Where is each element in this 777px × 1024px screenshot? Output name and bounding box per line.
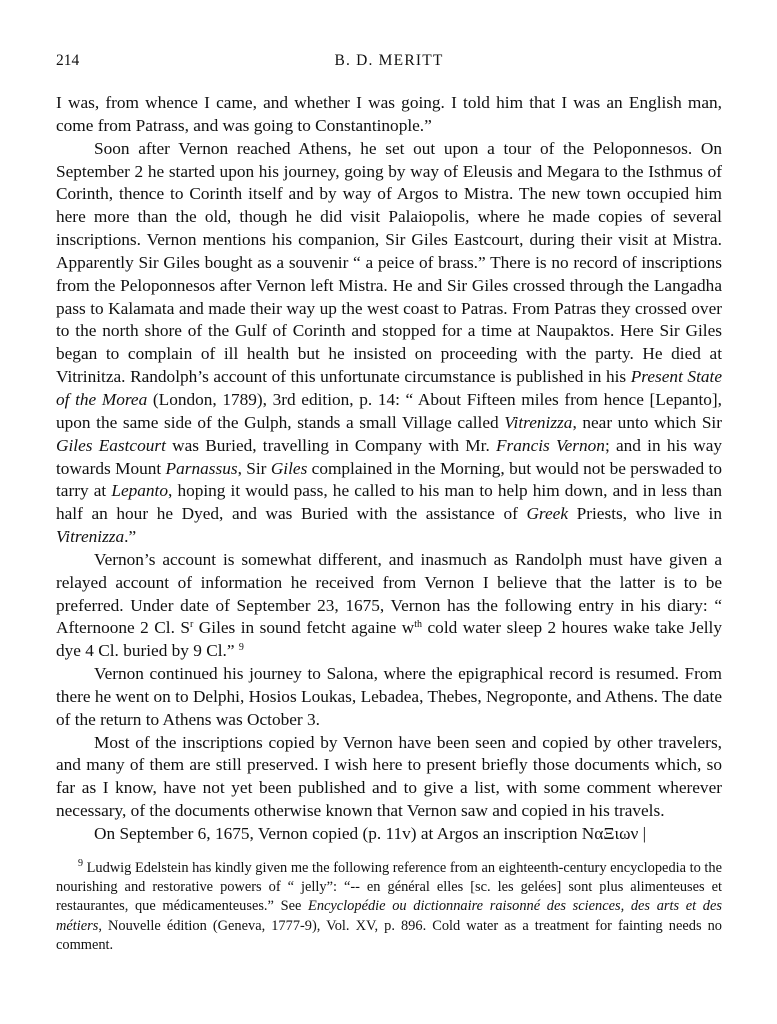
text-run: was Buried, travelling in Company with Mr. xyxy=(165,435,496,455)
person-name: Giles xyxy=(270,458,308,478)
person-name: Giles Eastcourt xyxy=(56,435,166,455)
text-run: , hoping it would pass, he called to his man to help him down, and in less than half an hour he Dyed, and was Buried with the assistance of xyxy=(56,481,723,524)
place-name: Vitrenizza xyxy=(56,527,125,547)
page xyxy=(56,52,722,955)
paragraph-6: On September 6, 1675, Vernon copied (p. 11v) at Argos an inscription ΝαΞιων | xyxy=(94,824,647,843)
footnote-marker: 9 xyxy=(78,857,83,869)
text-run: , Sir xyxy=(237,458,271,478)
text-run: Priests, who live in xyxy=(568,504,723,524)
text-run: (London, 1789), 3rd edition, p. 14: “ About Fifteen miles from hence [Lepanto], upon the same side of the Gulph, stands a small Village called xyxy=(56,389,722,432)
italic-word: Greek xyxy=(526,504,569,524)
paragraph-4: Vernon continued his journey to Salona, where the epigraphical record is resumed. From there he went on to Delphi, Hosios Loukas, Lebadea, Thebes, Negroponte, and Athens. The date of the return to Athens was October 3. xyxy=(56,664,722,729)
text-run: Soon after Vernon reached Athens, he set out upon a tour of the Peloponnesos. On September 2 he started upon his journey, going by way of Eleusis and Megara to the Isthmus of Corinth, thence to Corinth itself and by way of Argos to Mistra. The new town occupied him here more than the old, though he did visit Palaiopolis, where he made copies of several inscriptions. Vernon mentions his companion, Sir Giles Eastcourt, during their visit at Mistra. Apparently Sir Giles bought as a souvenir “ a peice of brass.” There is no record of inscriptions from the Peloponnesos after Vernon left Mistra. He and Sir Giles crossed through the Langadha pass to Kalamata and made their way up the west coast to Patras. From Patras they crossed over to the north shore of the Gulf of Corinth and stopped for a time at Naupaktos. Here Sir Giles began to complain of ill health but he insisted on proceeding with the party. He died at Vitrinitza. Randolph’s account of this unfortunate circumstance is published in his xyxy=(56,138,722,387)
footnote-reference[interactable]: 9 xyxy=(238,642,244,654)
place-name: Lepanto xyxy=(111,481,168,501)
text-run: , Nouvelle édition (Geneva, 1777-9), Vol. XV, p. 896. Cold water as a treatment for fainting needs no comment. xyxy=(56,917,722,954)
text-run: cold water sleep 2 houres wake take Jelly dye 4 Cl. buried by 9 Cl.” xyxy=(56,618,723,661)
footnote-9 xyxy=(56,859,722,955)
text-run: complained in the Morning, but would not be perswaded to tarry at xyxy=(56,458,722,501)
text-run: Vernon’s account is somewhat different, and inasmuch as Randolph must have given a relayed account of information he received from Vernon I believe that the latter is to be preferred. Under date of September 23, 1675, Vernon has the following entry in his diary: “ Afternoone 2 Cl. S xyxy=(56,549,722,638)
place-name: Parnassus xyxy=(165,458,238,478)
paragraph-3 xyxy=(56,549,722,663)
text-run: Giles in sound fetcht againe w xyxy=(193,618,415,638)
paragraph-1: I was, from whence I came, and whether I was going. I told him that I was an English man, come from Patrass, and was going to Constantinople.” xyxy=(56,93,722,135)
place-name: Vitrenizza xyxy=(504,412,573,432)
text-run: .” xyxy=(124,527,137,547)
text-run: Ludwig Edelstein has kindly given me the following reference from an eighteenth-century encyclopedia to the nourishing and restorative powers of “ jelly”: “-- en général elles [sc. les gelées] sont plus alimenteuses et restaurantes, que médicamenteuses.” See xyxy=(56,859,722,915)
text-run: ; and in his way towards Mount xyxy=(56,435,722,478)
paragraph-5: Most of the inscriptions copied by Vernon have been seen and copied by other travelers, and many of them are still preserved. I wish here to present briefly those documents which, so far as I know, have not yet been published and to give a list, with some comment wherever necessary, of the documents otherwise known that Vernon saw and copied in his travels. xyxy=(56,732,722,821)
running-title: B. D. MERITT xyxy=(334,52,444,69)
superscript: r xyxy=(190,619,194,631)
running-head xyxy=(56,52,722,78)
person-name: Francis Vernon xyxy=(496,435,605,455)
body-text xyxy=(56,92,722,846)
text-run: , near unto which Sir xyxy=(572,412,722,432)
paragraph-2 xyxy=(56,138,722,549)
book-title: Encyclopédie ou dictionnaire raisonné des sciences, des arts et des métiers xyxy=(56,898,722,934)
superscript: th xyxy=(414,619,423,631)
page-number: 214 xyxy=(56,52,80,69)
book-title: Present State of the Morea xyxy=(56,367,722,409)
footnote xyxy=(56,859,722,955)
